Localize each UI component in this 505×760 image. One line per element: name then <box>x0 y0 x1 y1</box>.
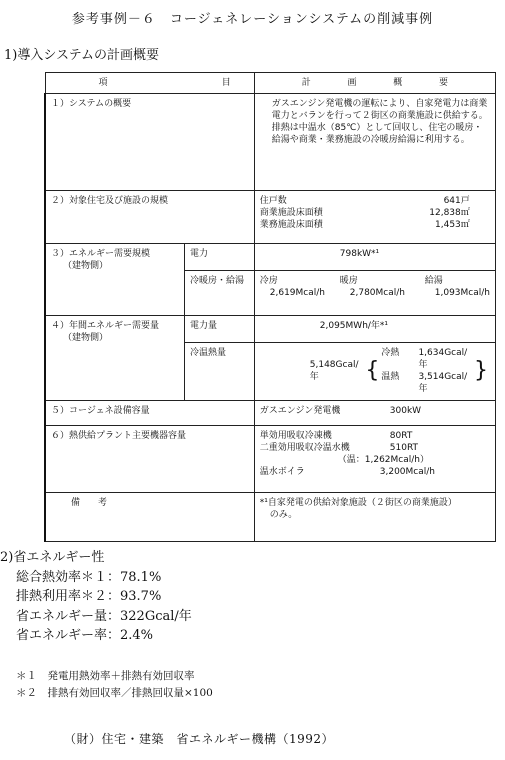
table-header-row <box>45 73 496 94</box>
row-label: ３）エネルギー需要規模 （建物側） <box>45 244 185 316</box>
sub-label: 電力量 <box>185 316 255 343</box>
row-content: *¹自家発電の供給対象施設（２街区の商業施設） のみ。 <box>254 492 495 541</box>
row-content: 5,148Gcal/年 { 冷熱 1,634Gcal/年 温熱 3,514Gcal/年 } <box>254 343 495 401</box>
table-row <box>45 191 496 244</box>
left-brace-icon: { <box>365 358 380 384</box>
table-row <box>45 492 496 541</box>
row-label: ２）対象住宅及び施設の規模 <box>45 191 254 244</box>
sub-label: 電力 <box>185 244 255 271</box>
row-content: 798kW*¹ <box>254 244 495 271</box>
row-content: ガスエンジン発電機の運転により、自家発電力は商業電力とバランを行って２街区の商業施設に供給する。 排熱は中温水（85℃）として回収し、住宅の暖房・給湯や商業・業務施設の冷暖房給湯に利用する。 <box>254 94 495 191</box>
sub-label: 冷暖房・給湯 <box>185 271 255 316</box>
plan-overview-table <box>44 72 496 542</box>
table-row <box>45 244 496 271</box>
right-brace-icon: } <box>474 358 488 384</box>
row-label: 備 考 <box>45 492 254 541</box>
header-plan: 計 画 概 要 <box>254 73 495 94</box>
row-content: 冷房 暖房 給湯 2,619Mcal/h 2,780Mcal/h 1,093Mcal/h <box>254 271 495 316</box>
row-label: ６）熱供給プラント主要機器容量 <box>45 425 254 492</box>
row-label: ４）年間エネルギー需要量 （建物側） <box>45 316 185 401</box>
section2 <box>0 548 192 646</box>
list-item: 省エネルギー率：2.4% <box>16 628 154 643</box>
table-row <box>45 425 496 492</box>
table-row <box>45 400 496 425</box>
header-item: 項 目 <box>45 73 254 94</box>
table-row <box>45 94 496 191</box>
row-label: １）システムの概要 <box>45 94 254 191</box>
row-content: 住戸数 641戸 商業施設床面積 12,838㎡ 業務施設床面積 1,453㎡ <box>254 191 495 244</box>
footnote: ＊２ 排熱有効回収率／排熱回収量×100 <box>16 687 213 699</box>
list-item: 排熱利用率＊２：93.7% <box>16 589 162 604</box>
page-title: 参考事例－６ コージェネレーションシステムの削減事例 <box>71 12 434 27</box>
section1-heading: 1)導入システムの計画概要 <box>4 48 160 63</box>
row-content: 2,095MWh/年*¹ <box>254 316 495 343</box>
row-label: ５）コージェネ設備容量 <box>45 400 254 425</box>
source-credit: （財）住宅・建築 省エネルギー機構（1992） <box>64 732 335 746</box>
row-content: 単効用吸収冷凍機 80RT 二重効用吸収冷温水機 510RT （温：1,262Mcal/h） 温水ボイラ 3,200Mcal/h <box>254 425 495 492</box>
sub-label: 冷温熱量 <box>185 343 255 401</box>
list-item: 省エネルギー量：322Gcal/年 <box>16 608 192 624</box>
row-content: ガスエンジン発電機 300kW <box>254 400 495 425</box>
list-item: 総合熱効率＊１：78.1% <box>16 569 162 585</box>
table-row <box>45 316 496 343</box>
footnotes <box>16 668 213 702</box>
section2-heading: 2)省エネルギー性 <box>0 550 105 565</box>
footnote: ＊１ 発電用熱効率＋排熱有効回収率 <box>16 670 195 682</box>
